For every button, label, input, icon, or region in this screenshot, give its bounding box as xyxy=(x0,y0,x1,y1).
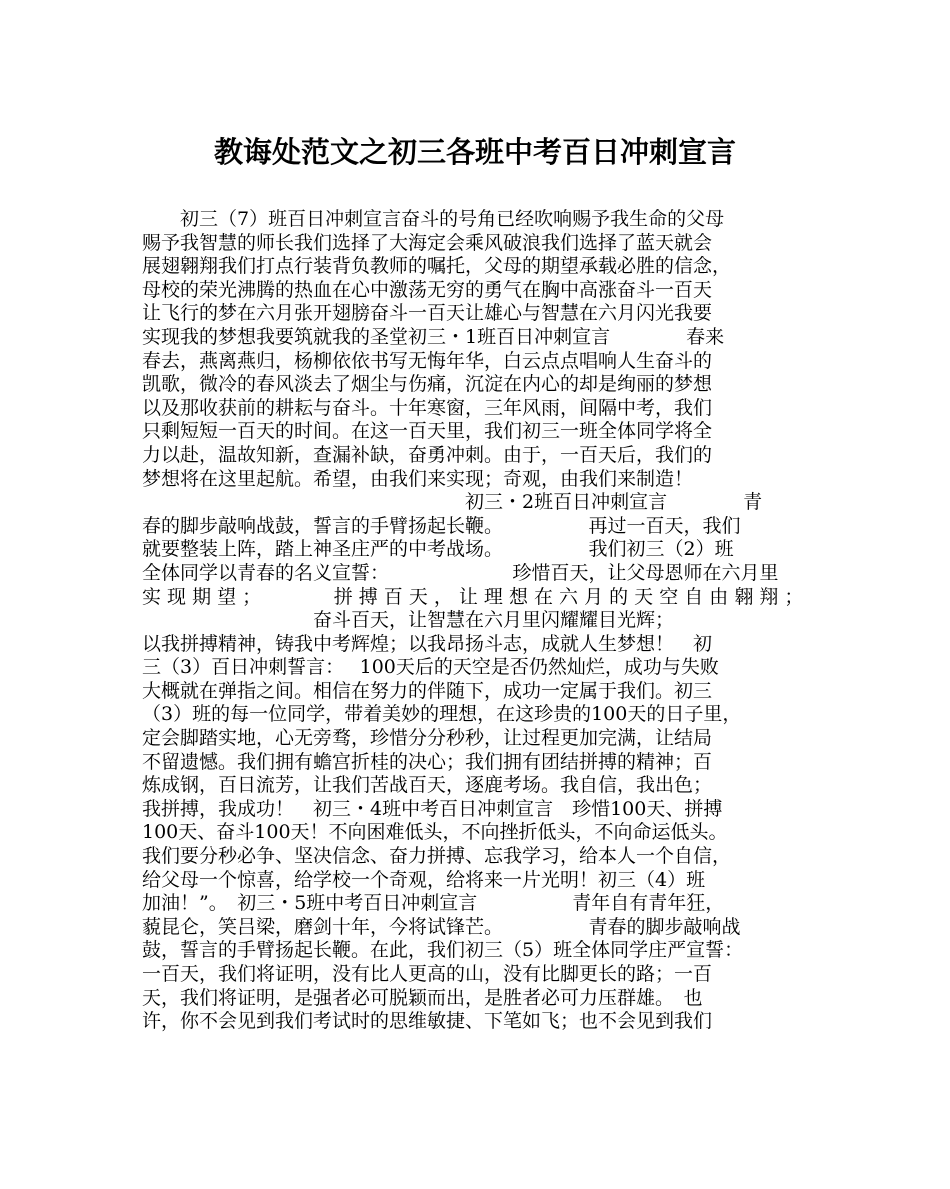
body-line: 春去，燕离燕归，杨柳依依书写无悔年华，白云点点唱响人生奋斗的 xyxy=(142,349,713,372)
body-line: 加油！”。 初三・5班中考百日冲刺宣言 青年自有青年狂， xyxy=(142,892,725,915)
body-line: 力以赴，温故知新，查漏补缺，奋勇冲刺。由于，一百天后，我们的 xyxy=(142,443,713,466)
body-line: 实 现 期 望 ； 拼 搏 百 天 ， 让 理 想 在 六 月 的 天 空 自 由 翱 翔 ； xyxy=(142,585,804,608)
body-line: 定会脚踏实地，心无旁骛，珍惜分分秒秒，让过程更加完满，让结局 xyxy=(142,727,713,750)
body-line: 初三（7）班百日冲刺宣言奋斗的号角已经吹响赐予我生命的父母 xyxy=(180,208,725,230)
body-line: 我们要分秒必争、坚决信念、奋力拼搏、忘我学习，给本人一个自信， xyxy=(142,845,732,868)
body-line: 许，你不会见到我们考试时的思维敏捷、下笔如飞；也不会见到我们 xyxy=(142,1010,713,1033)
body-line: 不留遗憾。我们拥有蟾宫折桂的决心；我们拥有团结拼搏的精神；百 xyxy=(142,750,713,773)
body-line: 100天、奋斗100天！不向困难低头，不向挫折低头，不向命运低头。 xyxy=(142,821,728,844)
body-line: 以我拼搏精神，铸我中考辉煌；以我昂扬斗志，成就人生梦想！ 初 xyxy=(142,632,713,655)
body-line: 全体同学以青春的名义宣誓： 珍惜百天，让父母恩师在六月里 xyxy=(142,561,779,584)
body-line: 给父母一个惊喜，给学校一个奇观，给将来一片光明！初三（4）班 xyxy=(142,868,706,891)
body-line: 三（3）百日冲刺誓言： 100天后的天空是否仍然灿烂，成功与失败 xyxy=(142,656,719,679)
body-line: 天，我们将证明，是强者必可脱颖而出，是胜者必可力压群雄。 也 xyxy=(142,986,703,1009)
body-line: 初三・2班百日冲刺宣言 青 xyxy=(142,491,763,514)
body-line: 母校的荣光沸腾的热血在心中激荡无穷的勇气在胸中高涨奋斗一百天 xyxy=(142,278,713,301)
body-line: 梦想将在这里起航。希望，由我们来实现；奇观，由我们来制造！ xyxy=(142,467,694,490)
document-body xyxy=(142,208,822,1034)
body-line: 大概就在弹指之间。相信在努力的伴随下，成功一定属于我们。初三 xyxy=(142,679,713,702)
body-line: 只剩短短一百天的时间。在这一百天里，我们初三一班全体同学将全 xyxy=(142,420,713,443)
body-line: 实现我的梦想我要筑就我的圣堂初三・1班百日冲刺宣言 春来 xyxy=(142,325,725,348)
body-line: 藐昆仑，笑吕梁，磨剑十年，今将试锋芒。 青春的脚步敲响战 xyxy=(142,915,741,938)
document-title: 教诲处范文之初三各班中考百日冲刺宣言 xyxy=(213,135,736,169)
body-line: 春的脚步敲响战鼓，誓言的手臂扬起长鞭。 再过一百天，我们 xyxy=(142,514,741,537)
body-line: （3）班的每一位同学，带着美妙的理想，在这珍贵的100天的日子里， xyxy=(142,703,742,726)
body-line: 凯歌，微冷的春风淡去了烟尘与伤痛，沉淀在内心的却是绚丽的梦想 xyxy=(142,373,713,396)
body-line: 奋斗百天，让智慧在六月里闪耀耀目光辉； xyxy=(142,609,675,632)
body-line: 就要整装上阵，踏上神圣庄严的中考战场。 我们初三（2）班 xyxy=(142,538,734,561)
body-line: 以及那收获前的耕耘与奋斗。十年寒窗，三年风雨，间隔中考，我们 xyxy=(142,396,713,419)
body-line: 鼓，誓言的手臂扬起长鞭。在此，我们初三（5）班全体同学庄严宣誓： xyxy=(142,939,744,962)
body-line: 让飞行的梦在六月张开翅膀奋斗一百天让雄心与智慧在六月闪光我要 xyxy=(142,302,713,325)
body-line: 我拼搏，我成功！ 初三・4班中考百日冲刺宣言 珍惜100天、拼搏 xyxy=(142,797,723,820)
body-line: 展翅翱翔我们打点行装背负教师的嘱托，父母的期望承载必胜的信念， xyxy=(142,255,732,278)
body-line: 炼成钢，百日流芳，让我们苦战百天，逐鹿考场。我自信，我出色； xyxy=(142,774,713,797)
body-line: 一百天，我们将证明，没有比人更高的山，没有比脚更长的路；一百 xyxy=(142,963,713,985)
body-line: 赐予我智慧的师长我们选择了大海定会乘风破浪我们选择了蓝天就会 xyxy=(142,231,713,254)
